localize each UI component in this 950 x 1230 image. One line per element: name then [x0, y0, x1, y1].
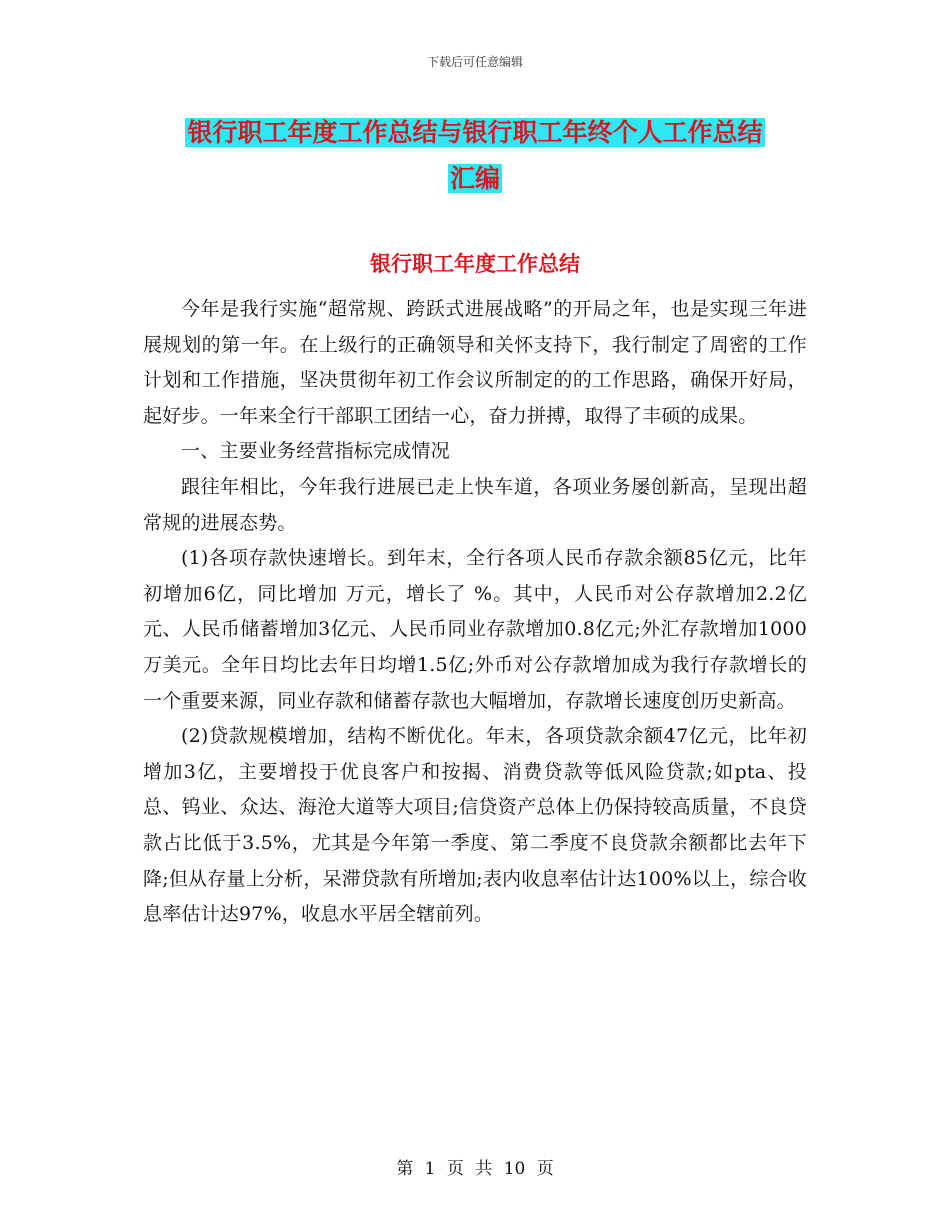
document-title-line2: 汇编	[449, 164, 500, 193]
paragraph: (1)各项存款快速增长。到年末，全行各项人民币存款余额85亿元，比年初增加6亿，同比增加 万元，增长了 %。其中，人民币对公存款增加2.2亿元、人民币储蓄增加3亿元、人民币同业存款增加0.8亿元;外汇存款增加1000万美元。全年日均比去年日均增1.5亿;外币对公存款增加成为我行存款增长的一个重要来源，同业存款和储蓄存款也大幅增加，存款增长速度创历史新高。	[143, 547, 807, 712]
paragraph: 跟往年相比，今年我行进展已走上快车道，各项业务屡创新高，呈现出超常规的进展态势。	[143, 475, 807, 534]
header-note: 下载后可任意编辑	[426, 55, 523, 69]
document-title	[140, 110, 810, 202]
document-title-line1: 银行职工年度工作总结与银行职工年终个人工作总结	[187, 118, 763, 147]
page-footer: 第 1 页 共 10 页	[396, 1159, 554, 1179]
paragraph: (2)贷款规模增加，结构不断优化。年末，各项贷款余额47亿元，比年初增加3亿，主要增投于优良客户和按揭、消费贷款等低风险贷款;如pta、投总、钨业、众达、海沧大道等大项目;信贷资产总体上仍保持较高质量，不良贷款占比低于3.5%，尤其是今年第一季度、第二季度不良贷款余额都比去年下降;但从存量上分析，呆滞贷款有所增加;表内收息率估计达100%以上，综合收息率估计达97%，收息水平居全辖前列。	[143, 725, 807, 926]
section-title: 银行职工年度工作总结	[370, 251, 580, 276]
body-text	[143, 292, 807, 933]
paragraph: 一、主要业务经营指标完成情况	[181, 440, 450, 463]
paragraph: 今年是我行实施“超常规、跨跃式进展战略”的开局之年，也是实现三年进展规划的第一年。在上级行的正确领导和关怀支持下，我行制定了周密的工作计划和工作措施，坚决贯彻年初工作会议所制定的的工作思路，确保开好局，起好步。一年来全行干部职工团结一心，奋力拼搏，取得了丰硕的成果。	[143, 298, 807, 427]
